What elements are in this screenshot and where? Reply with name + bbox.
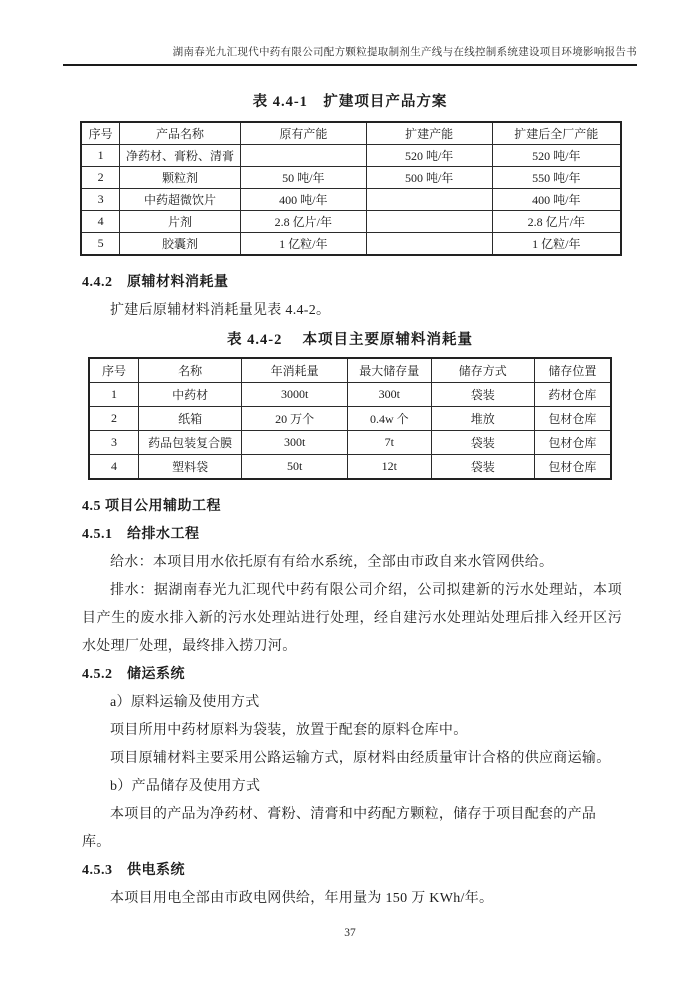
table-cell: 50 吨/年: [240, 166, 366, 188]
item-a-title: a）原料运输及使用方式: [110, 695, 260, 711]
table-cell: 包材仓库: [534, 407, 611, 431]
section-442-intro: 扩建后原辅材料消耗量见表 4.4-2。: [110, 302, 331, 318]
table-cell: 300t: [242, 431, 348, 455]
table-cell: 1 亿粒/年: [492, 232, 621, 255]
section-heading-442: 4.4.2 原辅材料消耗量: [82, 274, 229, 290]
table-cell: 包材仓库: [534, 455, 611, 480]
table-cell: 中药材: [139, 383, 242, 407]
materials-table: [88, 357, 612, 480]
table-cell: 净药材、膏粉、清膏: [120, 144, 241, 166]
table-cell: [366, 232, 492, 255]
products-table: [80, 121, 622, 256]
section-45: [82, 493, 622, 913]
table-cell: 2: [89, 407, 139, 431]
table-cell: 0.4w 个: [348, 407, 432, 431]
page-number: 37: [344, 927, 356, 939]
table-cell: 400 吨/年: [492, 188, 621, 210]
column-header: 产品名称: [120, 122, 241, 145]
column-header: 序号: [89, 358, 139, 383]
table-cell: 包材仓库: [534, 431, 611, 455]
column-header: 扩建产能: [366, 122, 492, 145]
column-header: 年消耗量: [242, 358, 348, 383]
products-table-head: [81, 122, 621, 145]
table-row: [81, 166, 621, 188]
table-cell: 5: [81, 232, 120, 255]
materials-table-body: [89, 383, 611, 480]
table-row: [81, 144, 621, 166]
table-cell: 袋装: [431, 383, 534, 407]
item-a-paragraph-1: 项目所用中药材原料为袋装，放置于配套的原料仓库中。: [110, 723, 468, 739]
water-supply-paragraph: 给水：本项目用水依托原有有给水系统，全部由市政自来水管网供给。: [110, 555, 554, 571]
table-cell: 400 吨/年: [240, 188, 366, 210]
item-b-title: b）产品储存及使用方式: [110, 779, 261, 795]
table-cell: 颗粒剂: [120, 166, 241, 188]
table-cell: 2.8 亿片/年: [492, 210, 621, 232]
table-cell: 胶囊剂: [120, 232, 241, 255]
table-cell: 2.8 亿片/年: [240, 210, 366, 232]
table-cell: 4: [81, 210, 120, 232]
table-cell: 1 亿粒/年: [240, 232, 366, 255]
table-cell: 520 吨/年: [492, 144, 621, 166]
materials-table-head: [89, 358, 611, 383]
item-a-paragraph-2: 项目原辅材料主要采用公路运输方式，原材料由经质量审计合格的供应商运输。: [110, 751, 611, 767]
table-cell: 塑料袋: [139, 455, 242, 480]
table-cell: 520 吨/年: [366, 144, 492, 166]
table-cell: 50t: [242, 455, 348, 480]
section-heading-45: 4.5 项目公用辅助工程: [82, 499, 221, 515]
item-b-paragraph-1: 本项目的产品为净药材、膏粉、清膏和中药配方颗粒，储存于项目配套的产品库。: [82, 807, 597, 851]
table-row: [81, 188, 621, 210]
table-cell: 1: [81, 144, 120, 166]
section-heading-452: 4.5.2 储运系统: [82, 667, 185, 683]
table1-caption: 表 4.4-1 扩建项目产品方案: [252, 93, 448, 110]
page-header: [63, 0, 637, 66]
header-row: [89, 358, 611, 383]
table-cell: 纸箱: [139, 407, 242, 431]
header-title: 湖南春光九汇现代中药有限公司配方颗粒提取制剂生产线与在线控制系统建设项目环境影响报告书: [172, 47, 637, 58]
column-header: 储存方式: [431, 358, 534, 383]
table-cell: 1: [89, 383, 139, 407]
table-cell: 3: [89, 431, 139, 455]
table-cell: 2: [81, 166, 120, 188]
table-cell: 袋装: [431, 431, 534, 455]
table-row: [89, 455, 611, 480]
table-cell: 袋装: [431, 455, 534, 480]
table-cell: [366, 210, 492, 232]
table-cell: 药材仓库: [534, 383, 611, 407]
table-row: [89, 383, 611, 407]
table-row: [89, 407, 611, 431]
table2-caption: 表 4.4-2 本项目主要原辅料消耗量: [227, 331, 473, 348]
table-cell: 药品包装复合膜: [139, 431, 242, 455]
products-table-body: [81, 144, 621, 255]
power-supply-paragraph: 本项目用电全部由市政电网供给，年用量为 150 万 KWh/年。: [110, 891, 494, 907]
table-row: [81, 210, 621, 232]
table-cell: 20 万个: [242, 407, 348, 431]
table-cell: [240, 144, 366, 166]
header-rule: [63, 64, 637, 66]
table-cell: 300t: [348, 383, 432, 407]
column-header: 名称: [139, 358, 242, 383]
header-row: [81, 122, 621, 145]
column-header: 储存位置: [534, 358, 611, 383]
table-cell: 550 吨/年: [492, 166, 621, 188]
table-cell: 片剂: [120, 210, 241, 232]
table-row: [81, 232, 621, 255]
table-cell: 4: [89, 455, 139, 480]
table-cell: 中药超微饮片: [120, 188, 241, 210]
table-cell: [366, 188, 492, 210]
column-header: 原有产能: [240, 122, 366, 145]
table-cell: 3: [81, 188, 120, 210]
table-cell: 7t: [348, 431, 432, 455]
table-cell: 12t: [348, 455, 432, 480]
table-cell: 500 吨/年: [366, 166, 492, 188]
column-header: 最大储存量: [348, 358, 432, 383]
table-row: [89, 431, 611, 455]
column-header: 序号: [81, 122, 120, 145]
section-heading-451: 4.5.1 给排水工程: [82, 527, 200, 543]
column-header: 扩建后全厂产能: [492, 122, 621, 145]
section-heading-453: 4.5.3 供电系统: [82, 863, 185, 879]
section-442: [82, 269, 622, 325]
table-cell: 3000t: [242, 383, 348, 407]
drainage-paragraph: 排水：据湖南春光九汇现代中药有限公司介绍，公司拟建新的污水处理站，本项目产生的废水排入新的污水处理站进行处理，经自建污水处理站处理后排入经开区污水处理厂处理，最终排入捞刀河。: [82, 583, 622, 655]
table-cell: 堆放: [431, 407, 534, 431]
